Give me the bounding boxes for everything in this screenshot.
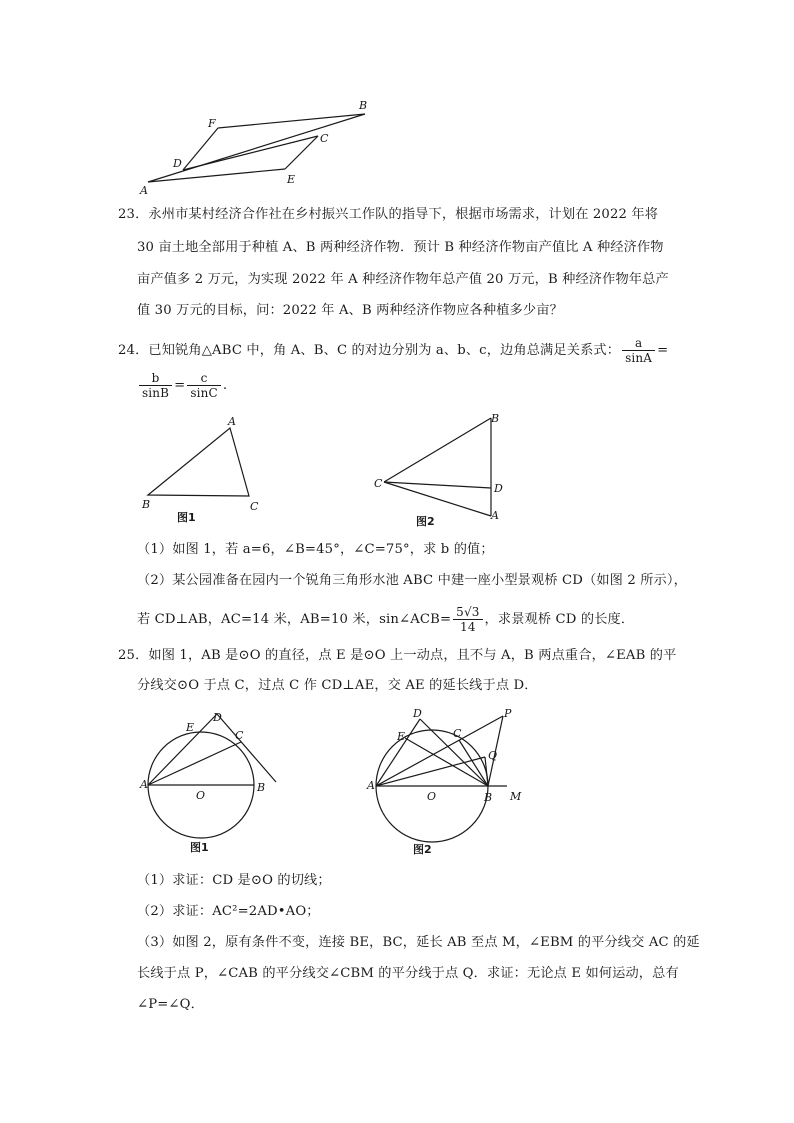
fraction-c-sinc: $\frac{c}{\sin C}$ [187,371,221,400]
label-o: O [196,789,206,802]
q24-part2-line1: （2）某公园准备在园内一个锐角三角形水池 ABC 中建一座小型景观桥 CD（如图 2 所示）， [137,573,687,588]
label-b: B [142,498,151,511]
fig2-caption: 图2 [416,515,435,528]
label-d: D [413,707,422,720]
q25-line2: 分线交⊙O 于点 C，过点 C 作 CD⊥AE，交 AE 的延长线于点 D． [137,678,538,693]
label-c: C [453,727,462,740]
label-a: A [140,778,148,791]
label-a: A [140,184,148,197]
q24-figure-2 [370,408,510,533]
label-e: E [186,721,195,734]
q23-line3: 亩产值多 2 万元，为实现 2022 年 A 种经济作物年总产值 20 万元，B 种经济作物年总产 [137,272,669,287]
label-a: A [491,509,499,522]
q25-figure-1 [138,706,288,856]
label-c: C [320,132,329,145]
label-d: D [494,482,503,495]
q25-part1: （1）求证：CD 是⊙O 的切线； [137,873,331,888]
q23-line4: 值 30 万元的目标，问：2022 年 A、B 两种经济作物应各种植多少亩？ [137,303,563,318]
q23-line2: 30 亩土地全部用于种植 A、B 两种经济作物．预计 B 种经济作物亩产值比 A 种经济作物 [137,240,664,255]
fig1-caption: 图1 [177,511,196,524]
fig2-caption: 图2 [413,843,432,856]
label-f: F [208,117,216,130]
segment-df [183,128,218,170]
label-c: C [235,729,244,742]
q25-part3-line2: 长线于点 P，∠CAB 的平分线交∠CBM 的平分线于点 Q．求证：无论点 E 如何运动，总有 [137,966,679,981]
label-p: P [504,707,512,720]
triangle-abc [148,428,249,496]
label-e: E [287,173,296,186]
segment-cb [384,418,491,482]
segment-cd [183,136,318,170]
q24-part2-line2: 若 CD⊥AB，AC=14 米，AB=10 米，sin∠ACB= $\frac{5√3}{14}$ ，求景观桥 CD 的长度． [137,605,635,634]
label-b: B [359,99,368,112]
q24-figure-1 [140,412,270,527]
q23-line1: 23．永州市某村经济合作社在乡村振兴工作队的指导下，根据市场需求，计划在 2022 年将 [118,207,659,222]
fig1-caption: 图1 [190,841,209,854]
fraction-5sqrt3-14: $\frac{5√3}{14}$ [453,605,482,634]
tangent-dc [217,714,276,782]
label-d: D [213,711,222,724]
q25-part3-line1: （3）如图 2，原有条件不变，连接 BE，BC，延长 AB 至点 M，∠EBM 的平分线交 AC 的延 [137,935,700,950]
q24-part1: （1）如图 1，若 a=6，∠B=45°，∠C=75°，求 b 的值； [137,542,494,557]
label-b: B [484,791,493,804]
label-o: O [427,790,437,803]
label-m: M [510,790,522,803]
q25-line1: 25．如图 1，AB 是⊙O 的直径，点 E 是⊙O 上一动点，且不与 A，B 两点重合，∠EAB 的平 [118,648,677,663]
label-c: C [374,477,383,490]
fraction-a-sina: $\frac{a}{\sin A}$ [622,336,655,365]
label-a: A [367,779,375,792]
q24-line1-cont: $\frac{b}{\sin B}$ = $\frac{c}{\sin C}$ . [137,371,227,400]
q25-part2: （2）求证：AC²=2AD•AO； [137,904,320,919]
q24-line1: 24．已知锐角△ABC 中，角 A、B、C 的对边分别为 a、b、c，边角总满足关系式： $\frac{a}{\sin A}$ = [118,336,669,365]
label-d: D [173,157,182,170]
q25-figure-2 [365,704,540,860]
q25-part3-line3: ∠P=∠Q． [137,997,204,1012]
line-ad [148,714,217,785]
segment-ec [285,136,318,169]
label-q: Q [488,749,498,762]
label-a: A [228,415,236,428]
label-b: B [491,412,500,425]
parallelogram-figure [135,95,385,200]
fraction-b-sinb: $\frac{b}{\sin B}$ [139,371,172,400]
line-ap [376,716,503,786]
q24-stem: 24．已知锐角△ABC 中，角 A、B、C 的对边分别为 a、b、c，边角总满足关系式： [118,343,621,358]
label-e: E [397,730,406,743]
label-c: C [250,500,259,513]
label-b: B [257,781,266,794]
